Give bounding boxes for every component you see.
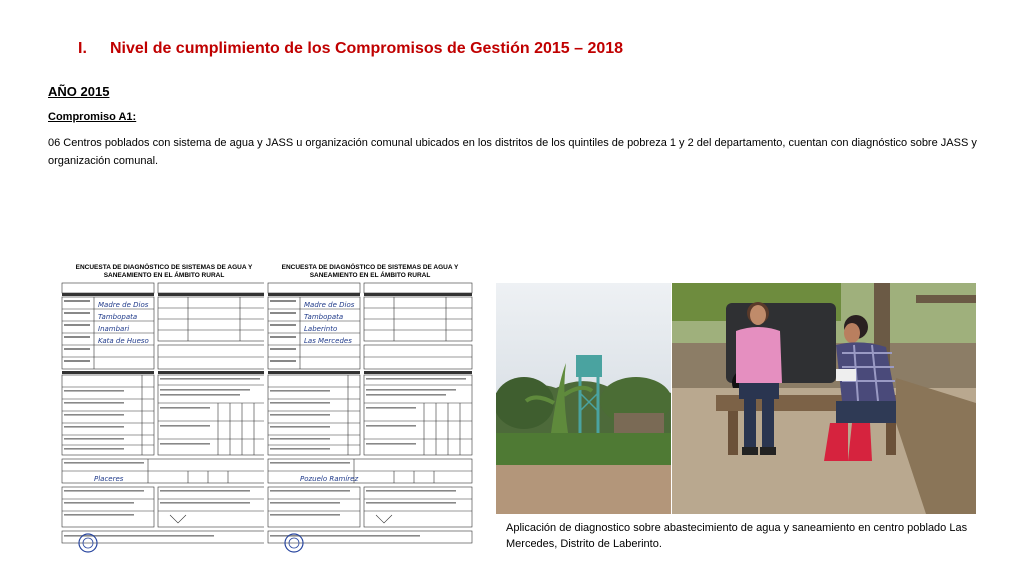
survey-form-scan-2 [264,253,476,553]
survey-form-body [264,253,476,553]
photo-caption: Aplicación de diagnostico sobre abastecimiento de agua y saneamiento en centro poblado Las Mercedes, Distrito de Laberinto. [506,522,968,550]
page-title [78,40,623,58]
commitment-heading: Compromiso A1: [48,111,137,123]
handwritten-place: Pozuelo Ramírez [300,475,359,483]
handwritten-department: Madre de Dios [304,301,355,309]
handwritten-district: Inambari [98,325,130,333]
handwritten-province: Tambopata [98,313,138,321]
handwritten-department: Madre de Dios [98,301,149,309]
handwritten-locality: Las Mercedes [304,337,352,345]
photo-water-tower [496,283,672,514]
title-text: Nivel de cumplimiento de los Compromisos de Gestión 2015 – 2018 [110,40,624,57]
survey-form-title: ENCUESTA DE DIAGNÓSTICO DE SISTEMAS DE AGUA Y SANEAMIENTO EN EL ÁMBITO RURAL [281,264,459,279]
handwritten-province: Tambopata [304,313,344,321]
photo-collage [496,283,976,514]
survey-form-body [58,253,270,553]
handwritten-place: Placeres [94,475,124,483]
section-number: I. [78,40,87,57]
field-photos [496,283,976,514]
handwritten-district: Laberinto [304,325,338,333]
commitment-description: 06 Centros poblados con sistema de agua y JASS u organización comunal ubicados en los distritos de los quintiles de pobreza 1 y 2 del departamento, cuentan con diagnóstico sobre JASS y organización comunal. [48,137,977,167]
handwritten-locality: Kata de Hueso [98,337,149,345]
year-heading: AÑO 2015 [48,84,110,99]
survey-form-title: ENCUESTA DE DIAGNÓSTICO DE SISTEMAS DE AGUA Y SANEAMIENTO EN EL ÁMBITO RURAL [75,264,253,279]
survey-form-scan-1 [58,253,270,553]
photo-survey-interview [671,283,976,514]
